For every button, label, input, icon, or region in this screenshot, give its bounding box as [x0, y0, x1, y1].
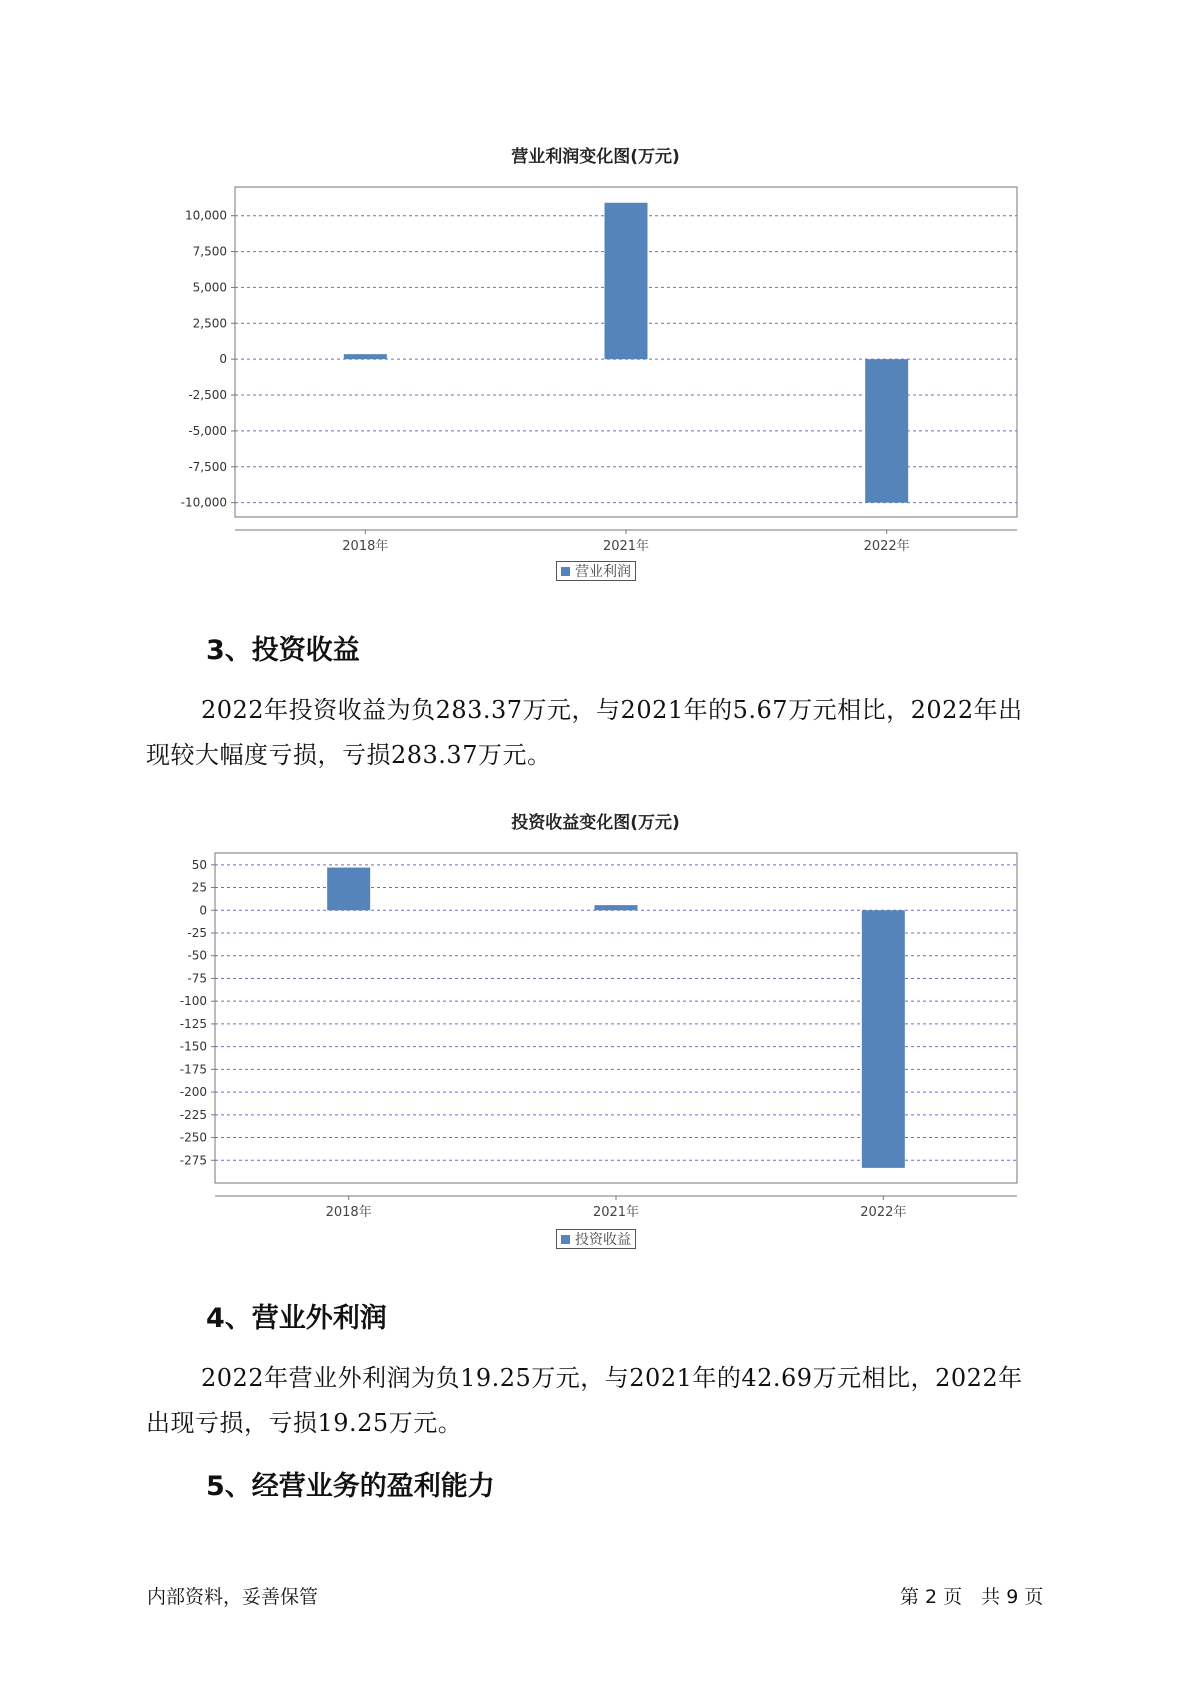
y-tick-label: 7,500: [192, 244, 227, 259]
bar-2021年: [595, 905, 638, 910]
x-tick-label: 2018年: [325, 1205, 372, 1220]
x-tick-label: 2022年: [863, 539, 910, 554]
chart1-title: 营业利润变化图(万元): [511, 147, 680, 167]
bar-2018年: [327, 868, 370, 911]
y-tick-label: 0: [199, 903, 207, 918]
y-tick-label: -150: [179, 1039, 207, 1054]
y-tick-label: -7,500: [188, 459, 227, 474]
section-5-heading: 5、经营业务的盈利能力: [206, 1471, 495, 1502]
y-tick-label: -10,000: [180, 495, 227, 510]
y-tick-label: -225: [179, 1107, 207, 1122]
x-tick-label: 2021年: [592, 1205, 640, 1220]
y-tick-label: -200: [179, 1085, 207, 1100]
y-tick-label: -250: [179, 1130, 207, 1145]
x-tick-label: 2021年: [602, 539, 650, 554]
footer-confidential: 内部资料，妥善保管: [147, 1586, 319, 1608]
chart1-legend: [556, 561, 636, 581]
x-tick-label: 2018年: [342, 539, 389, 554]
chart2-title: 投资收益变化图(万元): [511, 813, 680, 833]
y-tick-label: -175: [179, 1062, 207, 1077]
section-4-paragraph: 2022年营业外利润为负19.25万元，与2021年的42.69万元相比，2022年出现亏损，亏损19.25万元。: [146, 1364, 1023, 1437]
y-tick-label: -125: [179, 1016, 207, 1031]
y-tick-label: 50: [191, 857, 207, 872]
y-tick-label: -275: [179, 1153, 207, 1168]
operating-profit-chart: [0, 160, 1191, 580]
section-3-paragraph: 2022年投资收益为负283.37万元，与2021年的5.67万元相比，2022年出现较大幅度亏损，亏损283.37万元。: [146, 696, 1023, 769]
chart1-legend-label: 营业利润: [575, 564, 631, 580]
y-tick-label: -100: [179, 994, 207, 1009]
chart2-legend-label: 投资收益: [575, 1232, 631, 1248]
y-tick-label: 5,000: [192, 280, 227, 295]
bar-2022年: [865, 359, 908, 502]
y-tick-label: 0: [219, 352, 227, 367]
bar-2022年: [862, 910, 905, 1168]
bar-2021年: [605, 203, 648, 359]
y-tick-label: -75: [187, 971, 207, 986]
legend-swatch-icon: [561, 1235, 570, 1244]
legend-swatch-icon: [561, 567, 570, 576]
y-tick-label: 10,000: [185, 208, 227, 223]
x-tick-label: 2022年: [860, 1205, 907, 1220]
bar-2018年: [344, 354, 387, 359]
section-3-heading: 3、投资收益: [206, 635, 360, 666]
y-tick-label: 2,500: [192, 316, 227, 331]
y-tick-label: -2,500: [188, 388, 227, 403]
footer-page-number: 第 2 页 共 9 页: [900, 1586, 1044, 1608]
y-tick-label: 25: [191, 880, 207, 895]
y-tick-label: -50: [187, 948, 207, 963]
y-tick-label: -25: [187, 926, 207, 940]
investment-income-chart: [0, 830, 1191, 1230]
y-tick-label: -5,000: [188, 423, 227, 438]
section-4-heading: 4、营业外利润: [206, 1303, 387, 1334]
chart2-legend: [556, 1229, 636, 1249]
